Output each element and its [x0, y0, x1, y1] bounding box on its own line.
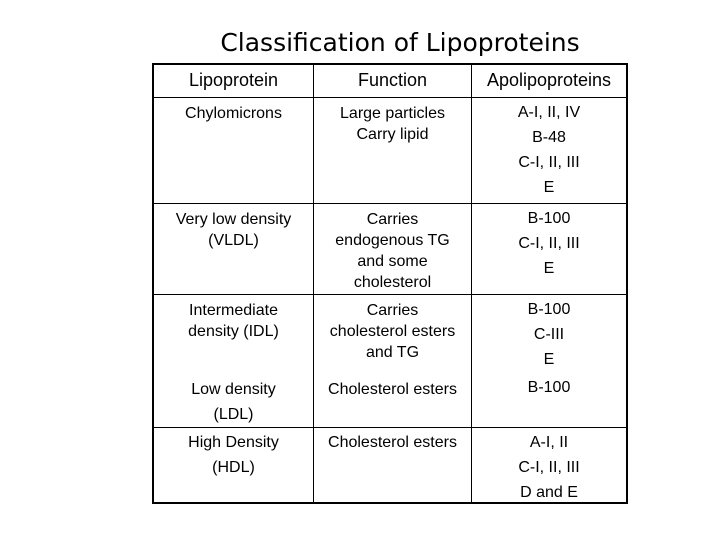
cell-text: Low density: [191, 381, 276, 398]
cell-text: B-48: [532, 129, 566, 146]
cell-text: B-100: [527, 301, 571, 318]
table-header-row: [154, 65, 626, 98]
cell-text: C-I, II, III: [518, 235, 580, 252]
cell-text: E: [543, 260, 555, 277]
table-row: [154, 204, 626, 295]
table-row: [154, 295, 626, 428]
cell-apolipoproteins: [472, 295, 626, 427]
cell-text: D and E: [520, 484, 578, 501]
cell-function: [314, 204, 472, 294]
cell-text: Very low density: [175, 211, 292, 228]
cell-apolipoproteins: [472, 428, 626, 502]
cell-function: [314, 428, 472, 502]
header-lipoprotein: Lipoprotein: [154, 65, 314, 97]
cell-text: (HDL): [212, 459, 255, 476]
cell-text: and TG: [365, 344, 420, 361]
cell-apolipoproteins: [472, 204, 626, 294]
cell-lipoprotein: [154, 295, 314, 427]
cell-text: and some: [357, 253, 428, 270]
cell-text: endogenous TG: [335, 232, 450, 249]
cell-text: Carries: [366, 302, 419, 319]
cell-text: density (IDL): [188, 323, 279, 340]
cell-lipoprotein: [154, 204, 314, 294]
cell-text: Cholesterol esters: [328, 434, 457, 451]
cell-text: E: [543, 351, 555, 368]
slide-title: Classification of Lipoproteins: [220, 28, 580, 57]
lipoprotein-table: [152, 63, 628, 504]
cell-text: B-100: [527, 379, 571, 396]
cell-lipoprotein: [154, 428, 314, 502]
cell-text: (LDL): [213, 406, 254, 423]
cell-text: C-I, II, III: [518, 154, 580, 171]
cell-lipoprotein: [154, 98, 314, 203]
cell-text: Carries: [366, 211, 419, 228]
cell-text: Chylomicrons: [185, 105, 282, 122]
header-function: Function: [314, 65, 472, 97]
cell-text: cholesterol: [353, 274, 432, 291]
cell-text: A-I, II, IV: [517, 104, 581, 121]
cell-function: [314, 98, 472, 203]
table-row: [154, 98, 626, 204]
cell-text: C-I, II, III: [518, 459, 580, 476]
cell-text: Large particles: [340, 105, 445, 122]
cell-text: A-I, II: [529, 434, 569, 451]
cell-text: High Density: [188, 434, 279, 451]
cell-text: E: [543, 179, 555, 196]
cell-text: (VLDL): [208, 232, 259, 249]
header-apolipoproteins: Apolipoproteins: [486, 70, 612, 90]
cell-text: B-100: [527, 210, 571, 227]
cell-apolipoproteins: [472, 98, 626, 203]
cell-text: C-III: [533, 326, 565, 343]
table-row: [154, 428, 626, 502]
cell-function: [314, 295, 472, 427]
cell-text: cholesterol esters: [329, 323, 456, 340]
cell-text: Carry lipid: [356, 126, 429, 143]
cell-text: Intermediate: [189, 302, 278, 319]
cell-text: Cholesterol esters: [328, 381, 457, 398]
